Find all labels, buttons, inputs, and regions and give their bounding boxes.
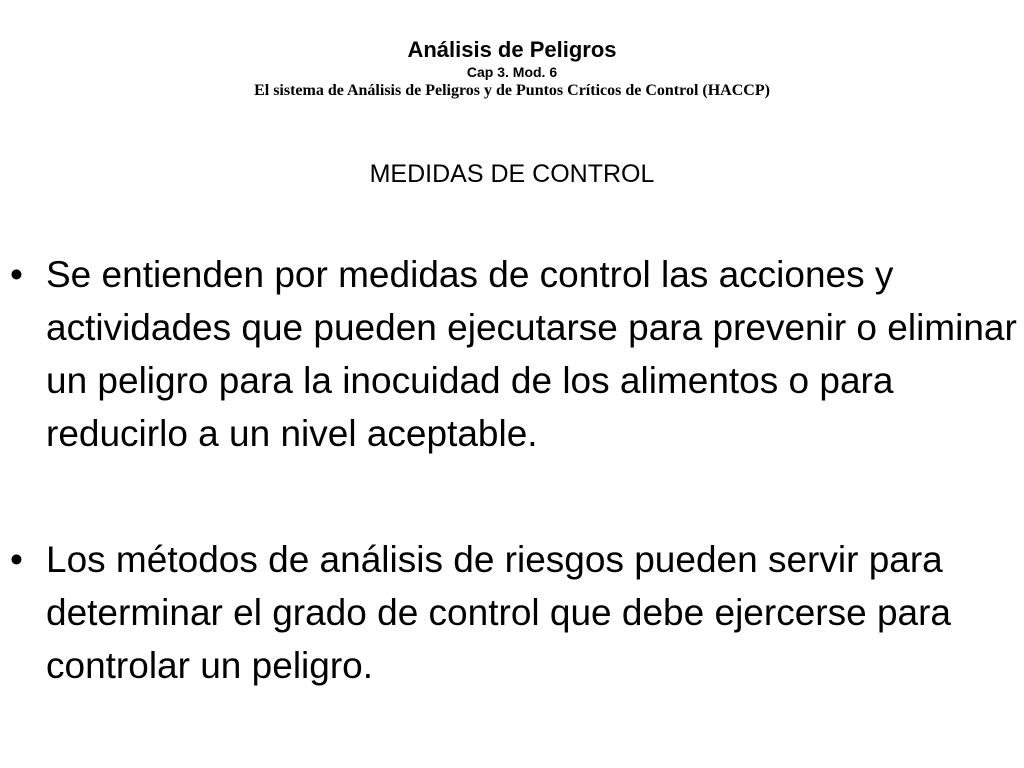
chapter-module-label: Cap 3. Mod. 6 [466, 64, 558, 80]
system-name: El sistema de Análisis de Peligros y de Puntos Críticos de Control (HACCP) [254, 82, 770, 99]
bullet-marker: • [10, 539, 23, 580]
bullet-text: Se entienden por medidas de control las acciones y actividades que pueden ejecutarse para prevenir o eliminar un peligro para la inocuidad de los alimentos o para reducirlo a un nivel aceptable. [46, 254, 1017, 454]
bullet-item [0, 533, 1024, 692]
section-heading: MEDIDAS DE CONTROL [369, 160, 655, 188]
slide-header [0, 36, 1024, 101]
slide-title: Análisis de Peligros [407, 37, 617, 62]
bullet-list [0, 248, 1024, 692]
bullet-text: Los métodos de análisis de riesgos pueden servir para determinar el grado de control que debe ejercerse para controlar un peligro. [46, 539, 952, 686]
bullet-item [0, 248, 1024, 460]
bullet-marker: • [10, 254, 23, 295]
